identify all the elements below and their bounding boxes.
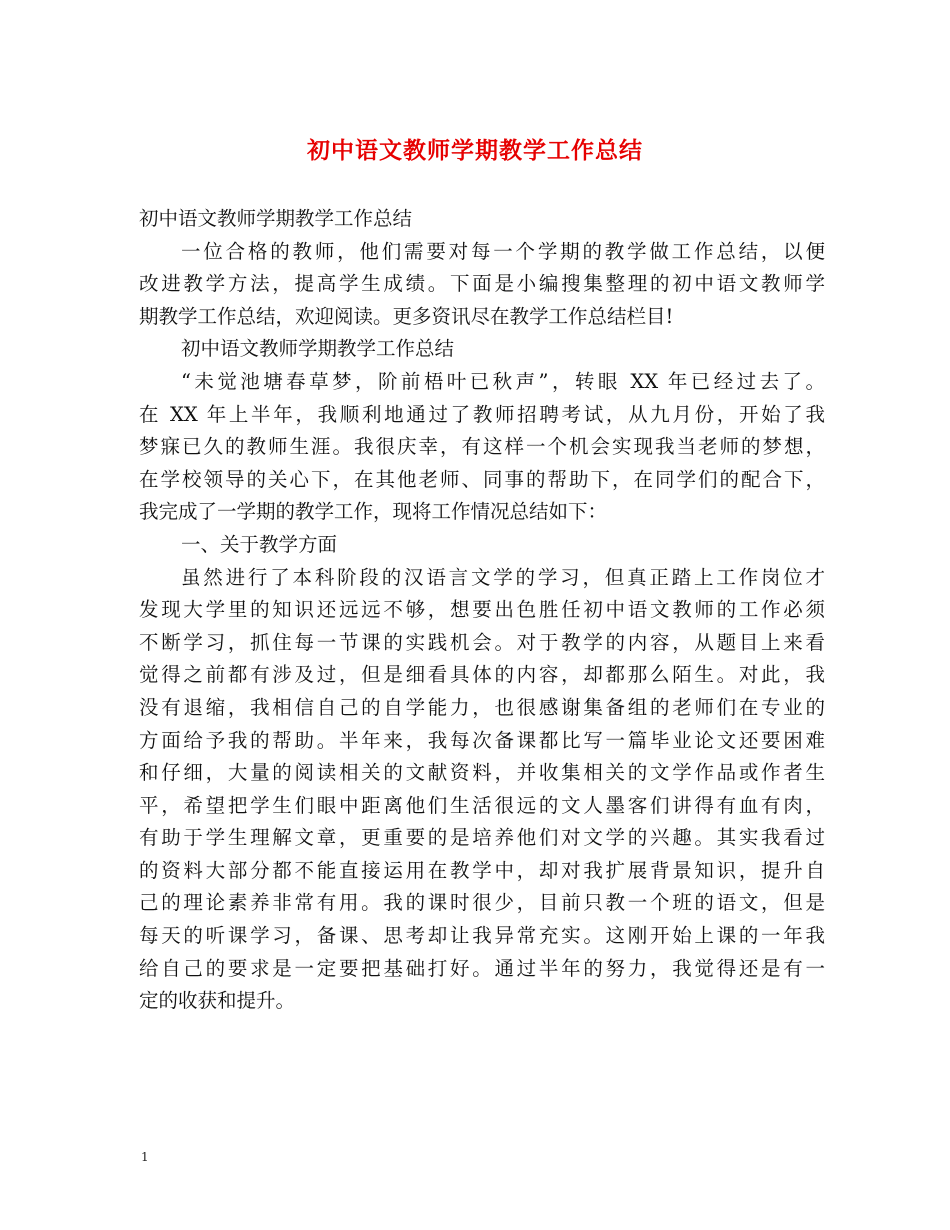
text-line: 觉得之前都有涉及过，但是细看具体的内容，却都那么陌生。对此，我 (139, 663, 825, 687)
text-line: 方面给予我的帮助。半年来，我每次备课都比写一篇毕业论文还要困难 (139, 728, 825, 752)
text-line: 每天的听课学习，备课、思考却让我异常充实。这刚开始上课的一年我 (139, 924, 825, 948)
text-line: 和仔细，大量的阅读相关的文献资料，并收集相关的文学作品或作者生 (139, 761, 825, 785)
text-line: 改进教学方法，提高学生成绩。下面是小编搜集整理的初中语文教师学 (139, 272, 825, 296)
text-line: “未觉池塘春草梦，阶前梧叶已秋声”，转眼 XX 年已经过去了。 (181, 369, 825, 393)
page-number: 1 (141, 1150, 149, 1164)
text-line: 平，希望把学生们眼中距离他们生活很远的文人墨客们讲得有血有肉， (139, 793, 825, 817)
text-line: 的资料大部分都不能直接运用在教学中，却对我扩展背景知识，提升自 (139, 858, 825, 882)
text-line: 初中语文教师学期教学工作总结 (181, 337, 455, 361)
text-line: 不断学习，抓住每一节课的实践机会。对于教学的内容，从题目上来看 (139, 630, 825, 654)
text-line: 梦寐已久的教师生涯。我很庆幸，有这样一个机会实现我当老师的梦想， (139, 435, 825, 459)
text-line: 期教学工作总结，欢迎阅读。更多资讯尽在教学工作总结栏目! (139, 304, 674, 328)
text-line: 初中语文教师学期教学工作总结 (139, 207, 413, 230)
text-line: 一位合格的教师，他们需要对每一个学期的教学做工作总结，以便 (181, 239, 825, 263)
document-title: 初中语文教师学期教学工作总结 (307, 137, 643, 164)
text-line: 给自己的要求是一定要把基础打好。通过半年的努力，我觉得还是有一 (139, 956, 825, 980)
text-line: 我完成了一学期的教学工作，现将工作情况总结如下： (139, 500, 608, 524)
text-line: 己的理论素养非常有用。我的课时很少，目前只教一个班的语文，但是 (139, 891, 825, 915)
text-line: 一、关于教学方面 (181, 532, 338, 556)
document-body (139, 203, 825, 1018)
text-line: 没有退缩，我相信自己的自学能力，也很感谢集备组的老师们在专业的 (139, 695, 825, 719)
text-line: 虽然进行了本科阶段的汉语言文学的学习，但真正踏上工作岗位才 (181, 565, 825, 589)
text-line: 在 XX 年上半年，我顺利地通过了教师招聘考试，从九月份，开始了我 (139, 402, 825, 426)
text-line: 发现大学里的知识还远远不够，想要出色胜任初中语文教师的工作必须 (139, 598, 825, 622)
text-line: 在学校领导的关心下，在其他老师、同事的帮助下，在同学们的配合下， (139, 467, 825, 491)
text-line: 有助于学生理解文章，更重要的是培养他们对文学的兴趣。其实我看过 (139, 826, 825, 850)
text-line: 定的收获和提升。 (139, 989, 296, 1013)
